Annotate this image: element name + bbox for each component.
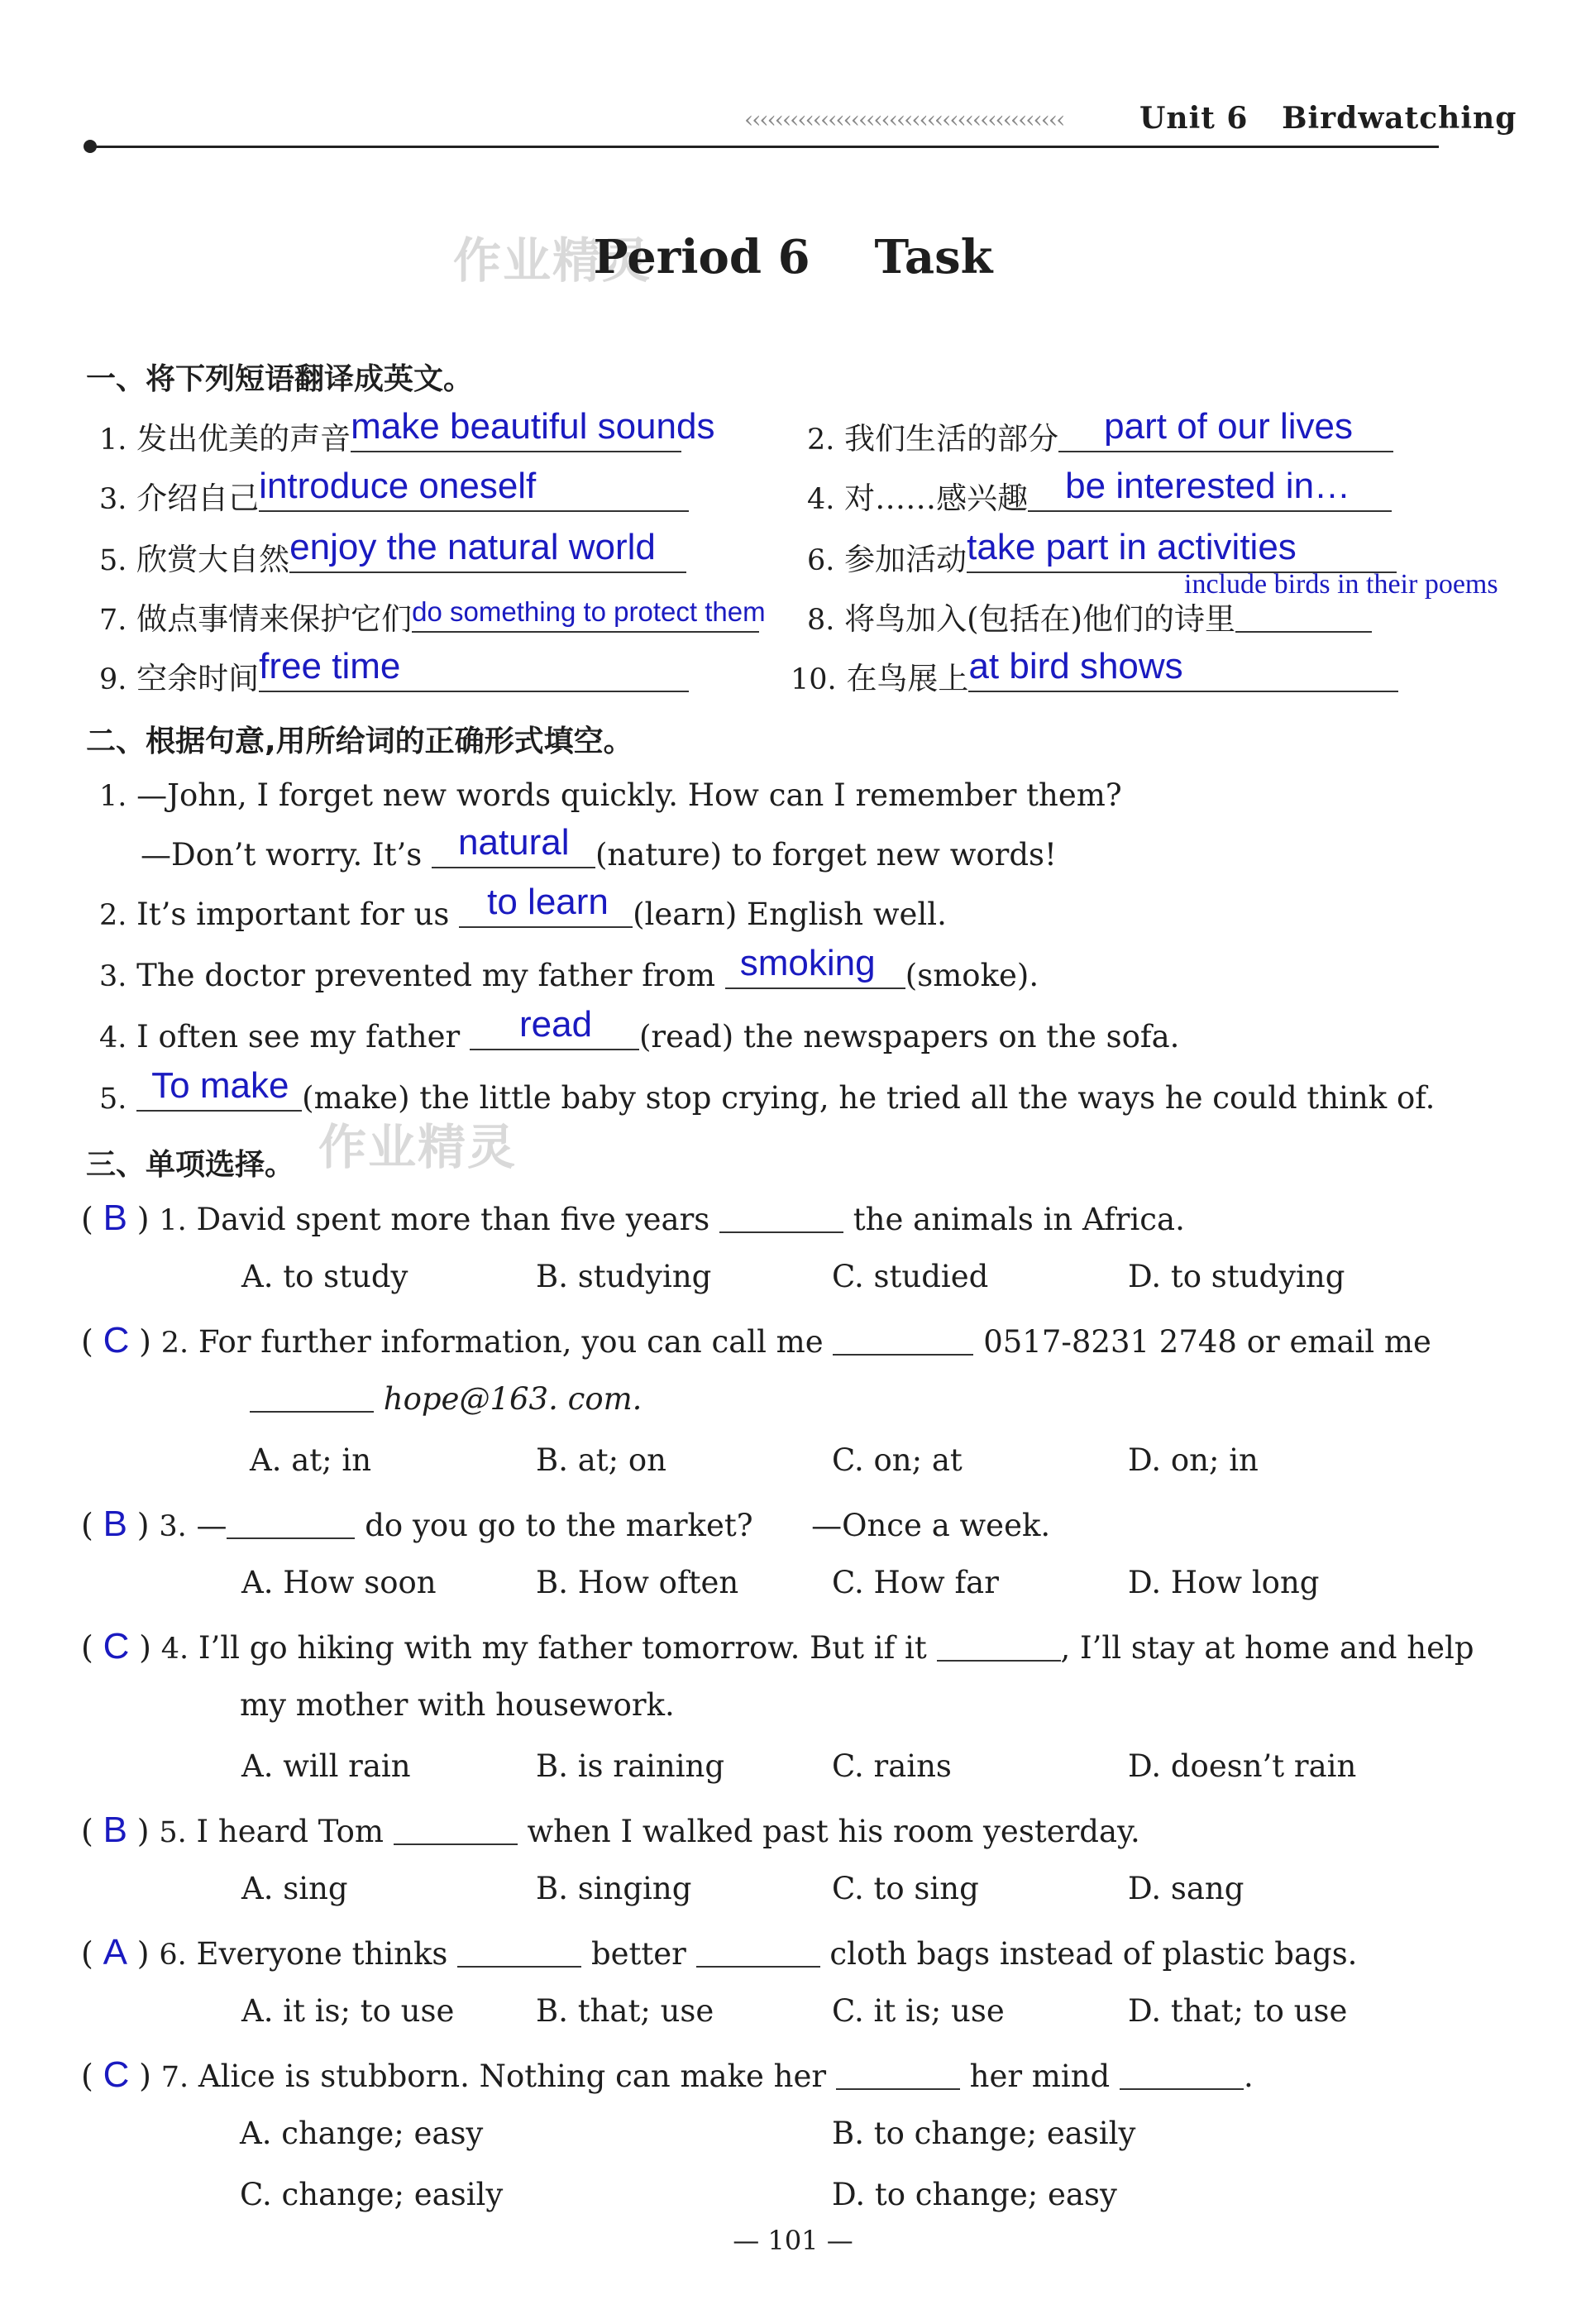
header-dot <box>84 140 97 153</box>
answer-blank <box>1120 2060 1244 2090</box>
s3-text: better <box>590 1936 686 1972</box>
header-unit-title <box>1139 101 1517 136</box>
s3-num: 2. <box>160 1327 189 1360</box>
s3-choice-answer: B <box>103 1198 127 1238</box>
s3-q5: ( B ) 5. I heard Tom when I walked past his room yesterday. <box>81 1810 1140 1850</box>
s1-answer: introduce oneself <box>259 466 537 506</box>
s3-num: 5. <box>159 1816 187 1849</box>
s3-num: 6. <box>159 1939 187 1972</box>
s3-q1-opt-c: C. studied <box>832 1259 989 1294</box>
s1-prompt: 做点事情来保护它们 <box>136 601 413 637</box>
s3-text: do you go to the market? —Once a week. <box>365 1508 1051 1543</box>
answer-blank <box>351 406 715 452</box>
s1-num: 8. <box>807 604 835 637</box>
s1-num: 6. <box>807 544 835 577</box>
s2-answer: natural <box>458 822 570 863</box>
s3-choice-answer: B <box>103 1504 127 1544</box>
s3-text: when I walked past his room yesterday. <box>527 1814 1140 1849</box>
s1-num: 1. <box>99 423 127 457</box>
s3-q6: ( A ) 6. Everyone thinks better cloth bags instead of plastic bags. <box>81 1932 1358 1973</box>
s3-text: her mind <box>969 2059 1111 2094</box>
s3-choice-answer: C <box>103 1626 130 1666</box>
s2-q4 <box>99 1004 1180 1054</box>
s3-choice-answer: C <box>103 2054 130 2095</box>
s3-text: 0517-8231 2748 or email me <box>983 1324 1431 1360</box>
s3-q2-opt-a: A. at; in <box>250 1442 372 1478</box>
s3-q4: ( C ) 4. I’ll go hiking with my father tomorrow. But if it , I’ll stay at home and help <box>81 1626 1474 1666</box>
s1-item-1 <box>99 406 715 458</box>
s3-q7-opt-a: A. change; easy <box>240 2116 484 2151</box>
s1-answer: enjoy the natural world <box>289 527 656 567</box>
s2-num: 2. <box>99 899 127 932</box>
s3-q2-opt-d: D. on; in <box>1128 1442 1259 1478</box>
watermark-logo-top: 作业精灵 <box>453 232 652 289</box>
s1-item-10 <box>791 646 1398 698</box>
s3-text: the animals in Africa. <box>853 1202 1185 1237</box>
answer-blank <box>836 2060 960 2090</box>
s1-item-2 <box>807 406 1393 458</box>
s3-q3-opt-c: C. How far <box>832 1565 999 1600</box>
s1-prompt: 空余时间 <box>136 661 260 696</box>
s3-q7: ( C ) 7. Alice is stubborn. Nothing can make her her mind . <box>81 2054 1254 2095</box>
header-arrows: ‹‹‹‹‹‹‹‹‹‹‹‹‹‹‹‹‹‹‹‹‹‹‹‹‹‹‹‹‹‹‹‹‹‹‹‹‹‹‹‹‹‹ <box>744 106 1064 133</box>
header-unit: Unit 6 <box>1139 101 1249 136</box>
answer-blank <box>394 1815 518 1845</box>
s1-num: 7. <box>99 604 127 637</box>
s2-num: 1. <box>99 780 127 813</box>
s3-choice-answer: B <box>103 1810 127 1850</box>
answer-blank <box>136 1065 302 1112</box>
page-title: Period 6 Task <box>593 230 993 285</box>
s3-choice-answer: C <box>103 1320 130 1360</box>
s1-prompt: 在鸟展上 <box>846 661 969 696</box>
s1-answer: free time <box>259 646 401 686</box>
answer-blank <box>412 596 766 633</box>
s3-q4-opt-b: B. is raining <box>536 1748 725 1784</box>
header-topic: Birdwatching <box>1282 101 1517 136</box>
s2-q1-line2 <box>141 822 1057 873</box>
s3-q1-opt-a: A. to study <box>241 1259 408 1294</box>
s3-q1: ( B ) 1. David spent more than five years the animals in Africa. <box>81 1198 1185 1238</box>
s1-prompt: 发出优美的声音 <box>136 421 351 457</box>
s2-q3 <box>99 943 1039 993</box>
s3-q6-opt-d: D. that; to use <box>1128 1993 1348 2029</box>
s1-prompt: 我们生活的部分 <box>844 421 1059 457</box>
answer-blank <box>289 527 686 573</box>
s3-q3-opt-b: B. How often <box>536 1565 739 1600</box>
answer-blank <box>1235 603 1372 633</box>
s1-item-7 <box>99 594 766 638</box>
s1-prompt: 介绍自己 <box>136 481 260 516</box>
s1-num: 2. <box>807 423 835 457</box>
s3-num: 4. <box>160 1633 189 1666</box>
s1-num: 5. <box>99 544 127 577</box>
s1-item-4 <box>807 466 1392 518</box>
s3-q6-opt-c: C. it is; use <box>832 1993 1005 2029</box>
s3-num: 3. <box>159 1510 187 1543</box>
answer-blank <box>432 822 595 868</box>
answer-blank <box>937 1632 1061 1662</box>
s1-num: 3. <box>99 483 127 516</box>
s3-q3-opt-a: A. How soon <box>241 1565 437 1600</box>
s3-q6-opt-a: A. it is; to use <box>241 1993 455 2029</box>
s2-text: (make) the little baby stop crying, he tried all the ways he could think of. <box>302 1080 1436 1116</box>
s2-text: (learn) English well. <box>633 897 947 932</box>
s2-text: The doctor prevented my father from <box>136 958 716 993</box>
s3-text: Everyone thinks <box>196 1936 448 1972</box>
s3-q2-opt-b: B. at; on <box>536 1442 666 1478</box>
s3-text: hope@163. com. <box>383 1381 643 1417</box>
s2-answer: to learn <box>487 882 609 922</box>
s3-q6-opt-b: B. that; use <box>536 1993 714 2029</box>
s1-prompt: 对……感兴趣 <box>844 481 1029 516</box>
s3-q2-line2 <box>250 1381 642 1417</box>
s3-q2: ( C ) 2. For further information, you can call me 0517-8231 2748 or email me <box>81 1320 1431 1360</box>
s3-q7-opt-b: B. to change; easily <box>832 2116 1136 2151</box>
answer-blank <box>457 1938 581 1968</box>
s1-prompt: 欣赏大自然 <box>136 542 290 577</box>
s3-q4-opt-d: D. doesn’t rain <box>1128 1748 1357 1784</box>
s2-answer: To make <box>151 1065 289 1106</box>
s2-text: It’s important for us <box>136 897 450 932</box>
s2-text: —John, I forget new words quickly. How can I remember them? <box>136 777 1122 813</box>
s1-answer: part of our lives <box>1104 406 1353 447</box>
s3-q5-opt-a: A. sing <box>241 1871 348 1906</box>
watermark-logo-mid: 作业精灵 <box>318 1119 518 1175</box>
answer-blank <box>259 646 689 692</box>
s3-num: 1. <box>159 1204 187 1237</box>
s3-q4-opt-c: C. rains <box>832 1748 952 1784</box>
s1-prompt: 参加活动 <box>844 542 967 577</box>
section2-heading: 二、根据句意,用所给词的正确形式填空。 <box>86 724 633 758</box>
s3-q7-opt-c: C. change; easily <box>240 2177 504 2212</box>
s2-num: 3. <box>99 960 127 993</box>
s3-text: Alice is stubborn. Nothing can make her <box>198 2059 827 2094</box>
answer-blank <box>1058 406 1393 452</box>
answer-blank <box>1028 466 1392 512</box>
s3-q1-opt-b: B. studying <box>536 1259 712 1294</box>
s2-answer: smoking <box>739 943 876 983</box>
s3-text: For further information, you can call me <box>198 1324 824 1360</box>
s3-q2-opt-c: C. on; at <box>832 1442 963 1478</box>
s2-answer: read <box>518 1004 593 1045</box>
s1-answer: do something to protect them <box>412 596 766 627</box>
section1-heading: 一、将下列短语翻译成英文。 <box>86 362 474 396</box>
s1-num: 9. <box>99 663 127 696</box>
answer-blank <box>725 943 905 989</box>
s3-q3-opt-d: D. How long <box>1128 1565 1320 1600</box>
s3-q5-opt-c: C. to sing <box>832 1871 979 1906</box>
answer-blank <box>250 1383 374 1413</box>
s1-item-5 <box>99 527 686 579</box>
s2-text: —Don’t worry. It’s <box>141 837 423 873</box>
s1-answer: take part in activities <box>967 527 1297 567</box>
s3-text: cloth bags instead of plastic bags. <box>829 1936 1358 1972</box>
header-rule <box>87 146 1439 148</box>
s2-num: 5. <box>99 1083 127 1116</box>
section3-heading: 三、单项选择。 <box>86 1148 295 1182</box>
s3-q4-line2: my mother with housework. <box>240 1687 675 1723</box>
s1-prompt: 将鸟加入(包括在)他们的诗里 <box>844 601 1236 637</box>
s2-num: 4. <box>99 1021 127 1054</box>
s3-q7-opt-d: D. to change; easy <box>832 2177 1117 2212</box>
s3-text: David spent more than five years <box>196 1202 710 1237</box>
s2-text: (nature) to forget new words! <box>595 837 1057 873</box>
s1-item-3 <box>99 466 689 518</box>
s2-text: I often see my father <box>136 1019 461 1054</box>
answer-blank <box>470 1004 639 1050</box>
answer-blank <box>227 1509 355 1539</box>
s1-item-9 <box>99 646 689 698</box>
answer-blank <box>833 1326 973 1356</box>
s1-answer: be interested in… <box>1065 466 1351 506</box>
s3-q3: ( B ) 3. — do you go to the market? —Once a week. <box>81 1504 1051 1544</box>
s3-num: 7. <box>160 2061 189 2094</box>
s1-answer: make beautiful sounds <box>351 406 715 447</box>
s1-answer-8: include birds in their poems <box>1184 569 1498 600</box>
s1-answer: at bird shows <box>968 646 1183 686</box>
answer-blank <box>459 882 633 928</box>
s3-choice-answer: A <box>103 1932 127 1973</box>
s2-q5 <box>99 1065 1436 1116</box>
s2-q2 <box>99 882 947 932</box>
answer-blank <box>968 646 1398 692</box>
answer-blank <box>259 466 689 512</box>
s3-text: , I’ll stay at home and help <box>1060 1630 1474 1666</box>
s3-q1-opt-d: D. to studying <box>1128 1259 1345 1294</box>
s3-text: I heard Tom <box>196 1814 384 1849</box>
s1-num: 10. <box>791 663 837 696</box>
s3-q5-opt-d: D. sang <box>1128 1871 1244 1906</box>
s3-q4-opt-a: A. will rain <box>241 1748 411 1784</box>
s1-item-8 <box>807 594 1372 638</box>
s1-num: 4. <box>807 483 835 516</box>
s3-text: — <box>196 1508 227 1543</box>
s2-q1-line1 <box>99 777 1122 813</box>
s3-text: . <box>1244 2059 1254 2094</box>
s3-q5-opt-b: B. singing <box>536 1871 692 1906</box>
s2-text: (smoke). <box>905 958 1039 993</box>
answer-blank <box>696 1938 820 1968</box>
s3-text: I’ll go hiking with my father tomorrow. But if it <box>198 1630 927 1666</box>
s2-text: (read) the newspapers on the sofa. <box>638 1019 1180 1054</box>
answer-blank <box>719 1203 843 1233</box>
page-number: — 101 — <box>733 2225 853 2256</box>
